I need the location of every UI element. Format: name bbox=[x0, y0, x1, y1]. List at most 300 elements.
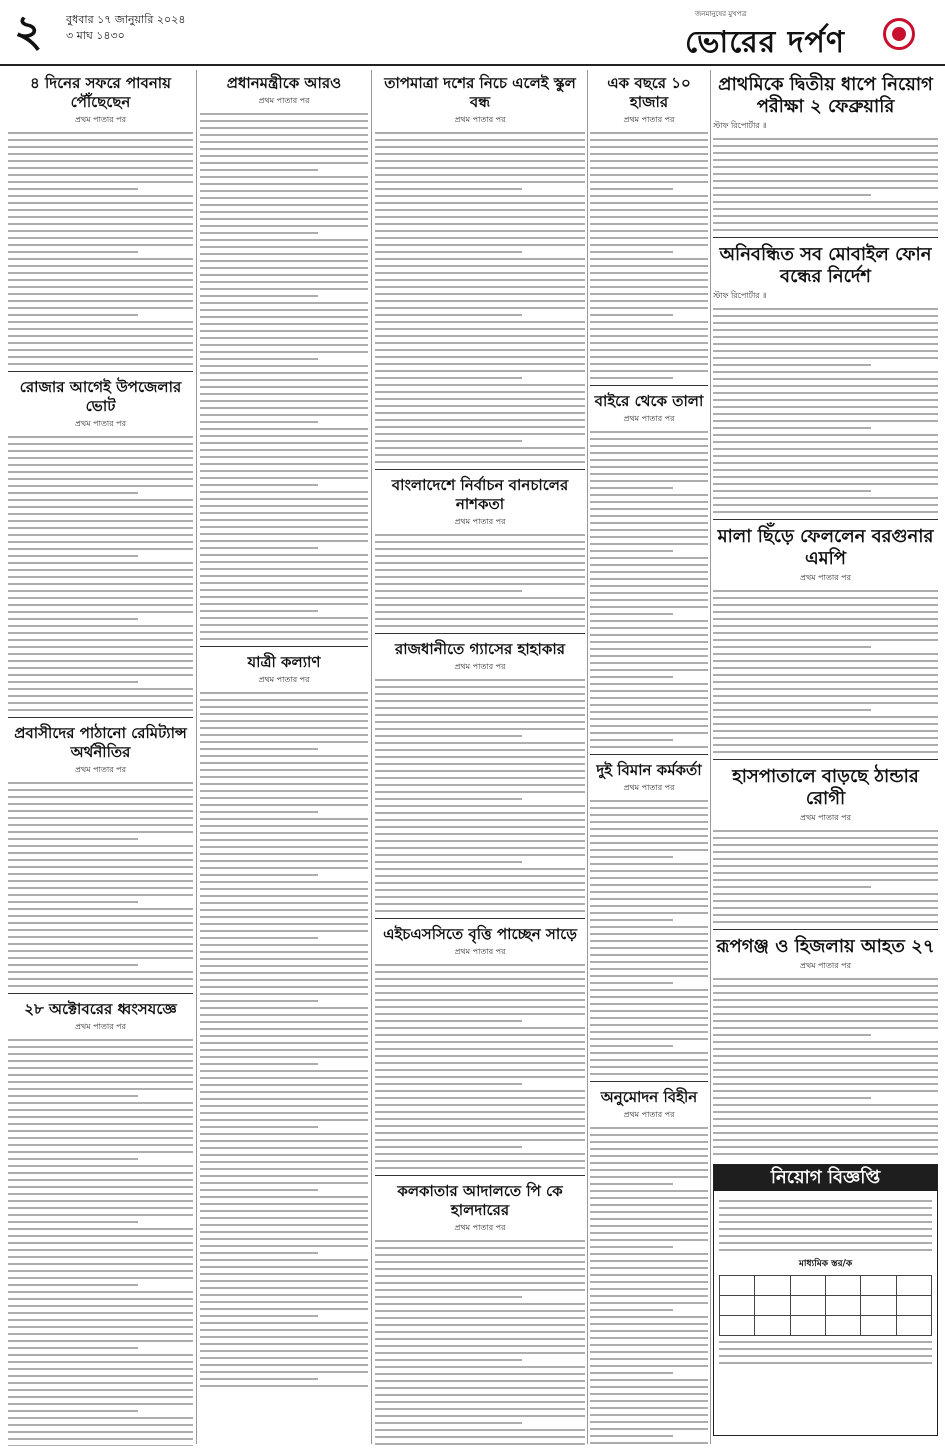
text-line bbox=[8, 1305, 193, 1307]
text-line bbox=[200, 379, 368, 381]
text-line bbox=[590, 1141, 708, 1143]
text-line bbox=[375, 1261, 585, 1263]
text-line bbox=[8, 1270, 193, 1272]
text-line bbox=[8, 1333, 193, 1335]
text-line bbox=[590, 905, 708, 907]
text-line bbox=[200, 748, 318, 750]
text-line bbox=[590, 898, 708, 900]
text-line bbox=[8, 632, 193, 634]
text-line bbox=[375, 728, 585, 730]
article-headline: বাংলাদেশে নির্বাচন বানচালের নাশকতা bbox=[391, 476, 569, 513]
text-line bbox=[713, 667, 938, 669]
text-line bbox=[713, 914, 938, 916]
text-line bbox=[200, 218, 368, 220]
article-byline: প্রথম পাতার পর bbox=[623, 414, 675, 423]
text-line bbox=[375, 910, 585, 912]
text-line bbox=[200, 846, 368, 848]
text-line bbox=[8, 286, 193, 288]
text-line bbox=[8, 1291, 193, 1293]
text-line bbox=[375, 742, 585, 744]
text-line bbox=[200, 790, 368, 792]
text-line bbox=[590, 543, 708, 545]
text-line bbox=[590, 286, 708, 288]
text-line bbox=[590, 592, 708, 594]
text-line bbox=[375, 279, 585, 281]
text-line bbox=[375, 1132, 585, 1134]
text-line bbox=[713, 462, 938, 464]
text-line bbox=[375, 132, 585, 134]
text-line bbox=[590, 1066, 708, 1068]
text-line bbox=[590, 739, 673, 741]
text-line bbox=[8, 1116, 193, 1118]
text-line bbox=[8, 611, 193, 613]
text-line bbox=[713, 999, 938, 1001]
text-line bbox=[590, 1330, 708, 1332]
text-line bbox=[8, 1319, 193, 1321]
text-line bbox=[200, 225, 368, 227]
text-line bbox=[200, 365, 368, 367]
text-line bbox=[590, 445, 708, 447]
text-line bbox=[590, 438, 708, 440]
text-line bbox=[200, 1336, 368, 1338]
text-line bbox=[200, 617, 368, 619]
text-line bbox=[713, 851, 938, 853]
article-byline: প্রথম পাতার পর bbox=[454, 1223, 506, 1232]
article-headline: রূপগঞ্জ ও হিজলায় আহত ২৭ bbox=[716, 936, 935, 957]
text-line bbox=[8, 576, 193, 578]
text-line bbox=[200, 825, 368, 827]
text-line bbox=[375, 714, 585, 716]
text-line bbox=[375, 1436, 585, 1438]
text-line bbox=[713, 702, 938, 704]
text-line bbox=[8, 223, 193, 225]
article-byline: প্রথম পাতার পর bbox=[75, 1022, 126, 1031]
text-line bbox=[713, 879, 938, 881]
text-line bbox=[719, 1228, 932, 1230]
text-line bbox=[375, 202, 585, 204]
text-line bbox=[375, 181, 585, 183]
text-line bbox=[375, 216, 585, 218]
text-line bbox=[713, 597, 938, 599]
text-line bbox=[375, 625, 585, 627]
text-line bbox=[8, 251, 138, 253]
text-line bbox=[200, 400, 368, 402]
page-number: ২ bbox=[14, 6, 43, 57]
text-line bbox=[590, 272, 708, 274]
text-line bbox=[375, 1062, 585, 1064]
text-line bbox=[713, 886, 871, 888]
article-remittance bbox=[8, 717, 193, 987]
text-line bbox=[719, 1235, 932, 1237]
text-line bbox=[200, 839, 368, 841]
text-line bbox=[590, 599, 708, 601]
text-line bbox=[8, 527, 193, 529]
text-line bbox=[713, 837, 938, 839]
ad-subhead: মাধ্যমিক স্তর/ক bbox=[798, 1259, 853, 1269]
text-line bbox=[200, 1364, 368, 1366]
text-line bbox=[590, 480, 708, 482]
text-line bbox=[590, 363, 708, 365]
text-line bbox=[200, 561, 368, 563]
text-line bbox=[375, 798, 522, 800]
text-line bbox=[375, 356, 585, 358]
text-line bbox=[8, 541, 193, 543]
text-line bbox=[713, 1132, 938, 1134]
text-line bbox=[375, 1097, 585, 1099]
article-passenger-welfare bbox=[200, 646, 368, 1387]
text-line bbox=[590, 1316, 708, 1318]
text-line bbox=[200, 818, 368, 820]
text-line bbox=[590, 1148, 708, 1150]
text-line bbox=[8, 1053, 193, 1055]
text-line bbox=[8, 321, 193, 323]
text-line bbox=[375, 405, 585, 407]
text-line bbox=[200, 937, 318, 939]
text-line bbox=[713, 476, 938, 478]
text-line bbox=[200, 930, 368, 932]
text-line bbox=[200, 1091, 368, 1093]
text-line bbox=[713, 222, 938, 224]
text-line bbox=[375, 1020, 522, 1022]
text-line bbox=[713, 208, 938, 210]
text-line bbox=[8, 471, 193, 473]
text-line bbox=[8, 209, 193, 211]
text-line bbox=[200, 1063, 318, 1065]
text-line bbox=[200, 916, 368, 918]
text-line bbox=[375, 440, 522, 442]
text-line bbox=[8, 279, 193, 281]
text-line bbox=[719, 1348, 932, 1350]
text-line bbox=[590, 1155, 708, 1157]
text-line bbox=[8, 971, 193, 973]
page-masthead bbox=[0, 0, 945, 66]
text-line bbox=[590, 1379, 708, 1381]
text-line bbox=[375, 999, 585, 1001]
text-line bbox=[590, 557, 708, 559]
text-line bbox=[590, 342, 708, 344]
text-line bbox=[8, 646, 193, 648]
article-gas-shortage bbox=[375, 633, 585, 912]
text-line bbox=[375, 1296, 522, 1298]
text-line bbox=[8, 838, 138, 840]
text-line bbox=[590, 641, 708, 643]
text-line bbox=[590, 188, 673, 190]
text-line bbox=[590, 1393, 708, 1395]
text-line bbox=[8, 534, 193, 536]
text-line bbox=[713, 830, 938, 832]
article-pabna-visit bbox=[8, 74, 193, 365]
text-line bbox=[200, 881, 368, 883]
text-line bbox=[590, 1190, 708, 1192]
text-line bbox=[713, 427, 871, 429]
text-line bbox=[8, 688, 193, 690]
text-line bbox=[590, 265, 708, 267]
text-line bbox=[200, 1105, 368, 1107]
text-line bbox=[8, 1277, 193, 1279]
text-line bbox=[713, 872, 938, 874]
text-line bbox=[375, 1422, 522, 1424]
text-line bbox=[375, 700, 585, 702]
text-line bbox=[375, 321, 585, 323]
text-line bbox=[713, 1125, 938, 1127]
text-line bbox=[200, 414, 368, 416]
text-line bbox=[200, 993, 368, 995]
date-line-english: বুধবার ১৭ জানুয়ারি ২০২৪ bbox=[66, 13, 186, 26]
text-line bbox=[375, 384, 585, 386]
article-body bbox=[590, 800, 708, 1075]
text-line bbox=[8, 1109, 193, 1111]
text-line bbox=[590, 293, 708, 295]
article-headline: হাসপাতালে বাড়ছে ঠান্ডার রোগী bbox=[732, 766, 919, 809]
text-line bbox=[590, 209, 708, 211]
text-line bbox=[590, 522, 708, 524]
text-line bbox=[8, 513, 193, 515]
text-line bbox=[200, 909, 368, 911]
text-line bbox=[590, 1003, 708, 1005]
text-line bbox=[713, 187, 938, 189]
text-line bbox=[590, 849, 708, 851]
text-line bbox=[8, 314, 138, 316]
text-line bbox=[590, 669, 708, 671]
text-line bbox=[200, 603, 368, 605]
text-line bbox=[590, 174, 708, 176]
text-line bbox=[590, 230, 708, 232]
text-line bbox=[590, 578, 708, 580]
text-line bbox=[375, 174, 585, 176]
text-line bbox=[375, 1345, 585, 1347]
text-line bbox=[590, 606, 708, 608]
text-line bbox=[200, 853, 368, 855]
text-line bbox=[713, 173, 938, 175]
text-line bbox=[8, 950, 193, 952]
text-line bbox=[375, 447, 585, 449]
text-line bbox=[590, 1407, 708, 1409]
text-line bbox=[375, 597, 585, 599]
text-line bbox=[8, 1445, 193, 1446]
text-line bbox=[200, 1049, 368, 1051]
text-line bbox=[590, 459, 708, 461]
text-line bbox=[590, 564, 708, 566]
article-headline: এক বছরে ১০ হাজার bbox=[607, 74, 691, 111]
text-line bbox=[375, 1076, 585, 1078]
text-line bbox=[713, 315, 938, 317]
text-line bbox=[200, 281, 368, 283]
text-line bbox=[8, 1235, 193, 1237]
text-line bbox=[713, 364, 871, 366]
text-line bbox=[375, 1303, 585, 1305]
text-line bbox=[8, 929, 193, 931]
text-line bbox=[200, 888, 368, 890]
text-line bbox=[8, 356, 193, 358]
text-line bbox=[713, 653, 938, 655]
text-line bbox=[200, 442, 368, 444]
text-line bbox=[200, 211, 368, 213]
article-byline: প্রথম পাতার পর bbox=[75, 115, 126, 124]
text-line bbox=[200, 1210, 368, 1212]
text-line bbox=[590, 926, 708, 928]
text-line bbox=[375, 1006, 585, 1008]
text-line bbox=[375, 1069, 585, 1071]
text-line bbox=[713, 1111, 938, 1113]
text-line bbox=[200, 1126, 318, 1128]
text-line bbox=[719, 1341, 932, 1343]
text-line bbox=[590, 919, 673, 921]
text-line bbox=[375, 223, 585, 225]
text-line bbox=[200, 1315, 318, 1317]
text-line bbox=[200, 804, 368, 806]
text-line bbox=[200, 762, 368, 764]
text-line bbox=[375, 854, 585, 856]
text-line bbox=[590, 1428, 708, 1430]
text-line bbox=[375, 1282, 585, 1284]
article-byline: প্রথম পাতার পর bbox=[75, 419, 126, 428]
text-line bbox=[200, 1147, 368, 1149]
text-line bbox=[590, 321, 708, 323]
text-line bbox=[713, 1090, 938, 1092]
text-line bbox=[375, 328, 585, 330]
article-headline: অনিবন্ধিত সব মোবাইল ফোন বন্ধের নির্দেশ bbox=[719, 244, 932, 287]
text-line bbox=[375, 749, 585, 751]
text-line bbox=[713, 469, 938, 471]
text-line bbox=[375, 583, 585, 585]
text-line bbox=[200, 979, 368, 981]
article-locked-outside bbox=[590, 385, 708, 748]
text-line bbox=[590, 1134, 708, 1136]
text-line bbox=[375, 1275, 585, 1277]
text-line bbox=[8, 1060, 193, 1062]
text-line bbox=[713, 399, 938, 401]
text-line bbox=[200, 1371, 368, 1373]
text-line bbox=[200, 1280, 368, 1282]
text-line bbox=[590, 1414, 708, 1416]
text-line bbox=[375, 1408, 585, 1410]
text-line bbox=[200, 190, 368, 192]
text-line bbox=[590, 473, 708, 475]
text-line bbox=[375, 1310, 585, 1312]
text-line bbox=[719, 1242, 932, 1244]
text-line bbox=[8, 936, 193, 938]
text-line bbox=[8, 674, 193, 676]
text-line bbox=[375, 244, 585, 246]
text-line bbox=[375, 576, 585, 578]
text-line bbox=[200, 867, 368, 869]
text-line bbox=[375, 1268, 585, 1270]
text-line bbox=[590, 223, 708, 225]
text-line bbox=[200, 141, 368, 143]
article-headline: প্রাথমিকে দ্বিতীয় ধাপে নিয়োগ পরীক্ষা ২ ফেব্রুয়ারি bbox=[718, 74, 933, 117]
text-line bbox=[8, 167, 193, 169]
text-line bbox=[375, 258, 585, 260]
text-line bbox=[200, 1231, 368, 1233]
text-line bbox=[8, 590, 193, 592]
text-line bbox=[200, 127, 368, 129]
article-primary-recruitment bbox=[713, 74, 938, 231]
text-line bbox=[713, 483, 938, 485]
text-line bbox=[8, 915, 193, 917]
text-line bbox=[375, 1415, 585, 1417]
text-line bbox=[200, 428, 368, 430]
article-body bbox=[375, 964, 585, 1169]
text-line bbox=[375, 562, 585, 564]
article-rupganj-hijla bbox=[713, 929, 938, 1158]
text-line bbox=[375, 604, 585, 606]
text-line bbox=[375, 237, 585, 239]
text-line bbox=[590, 683, 708, 685]
text-line bbox=[713, 1076, 938, 1078]
text-line bbox=[8, 335, 193, 337]
text-line bbox=[200, 568, 368, 570]
text-line bbox=[8, 300, 193, 302]
text-line bbox=[375, 784, 585, 786]
text-line bbox=[8, 132, 193, 134]
text-line bbox=[8, 1067, 193, 1069]
text-line bbox=[590, 947, 708, 949]
text-line bbox=[8, 328, 193, 330]
text-line bbox=[375, 791, 585, 793]
text-line bbox=[8, 1214, 193, 1216]
text-line bbox=[713, 229, 938, 231]
text-line bbox=[8, 237, 193, 239]
text-line bbox=[713, 590, 938, 592]
text-line bbox=[375, 548, 585, 550]
text-line bbox=[713, 322, 938, 324]
text-line bbox=[590, 1260, 708, 1262]
text-line bbox=[375, 826, 585, 828]
text-line bbox=[375, 1090, 585, 1092]
text-line bbox=[713, 455, 938, 457]
article-body bbox=[375, 132, 585, 463]
text-line bbox=[590, 1365, 708, 1367]
text-line bbox=[375, 1139, 585, 1141]
text-line bbox=[590, 335, 708, 337]
article-upazila-vote bbox=[8, 371, 193, 711]
text-line bbox=[590, 662, 708, 664]
text-line bbox=[713, 992, 938, 994]
text-line bbox=[200, 1161, 368, 1163]
text-line bbox=[200, 1294, 368, 1296]
text-line bbox=[375, 1240, 585, 1242]
text-line bbox=[590, 1386, 708, 1388]
text-line bbox=[713, 985, 938, 987]
article-headline: মালা ছিঁড়ে ফেললেন বরগুনার এমপি bbox=[717, 526, 934, 569]
text-line bbox=[590, 856, 673, 858]
text-line bbox=[590, 1246, 673, 1248]
column-4 bbox=[590, 70, 708, 1446]
text-line bbox=[719, 1249, 932, 1251]
text-line bbox=[713, 1055, 938, 1057]
text-line bbox=[8, 1417, 193, 1419]
text-line bbox=[8, 1123, 193, 1125]
text-line bbox=[590, 487, 673, 489]
article-body bbox=[713, 138, 938, 231]
text-line bbox=[200, 183, 368, 185]
text-line bbox=[8, 293, 193, 295]
text-line bbox=[8, 450, 193, 452]
text-line bbox=[375, 272, 585, 274]
article-body bbox=[8, 782, 193, 987]
article-byline: প্রথম পাতার পর bbox=[258, 675, 310, 684]
text-line bbox=[200, 783, 368, 785]
text-line bbox=[590, 258, 708, 260]
article-byline: প্রথম পাতার পর bbox=[75, 765, 126, 774]
text-line bbox=[375, 721, 585, 723]
text-line bbox=[590, 620, 708, 622]
text-line bbox=[375, 964, 585, 966]
text-line bbox=[590, 195, 708, 197]
text-line bbox=[8, 789, 193, 791]
text-line bbox=[8, 1361, 193, 1363]
article-body bbox=[590, 132, 708, 379]
